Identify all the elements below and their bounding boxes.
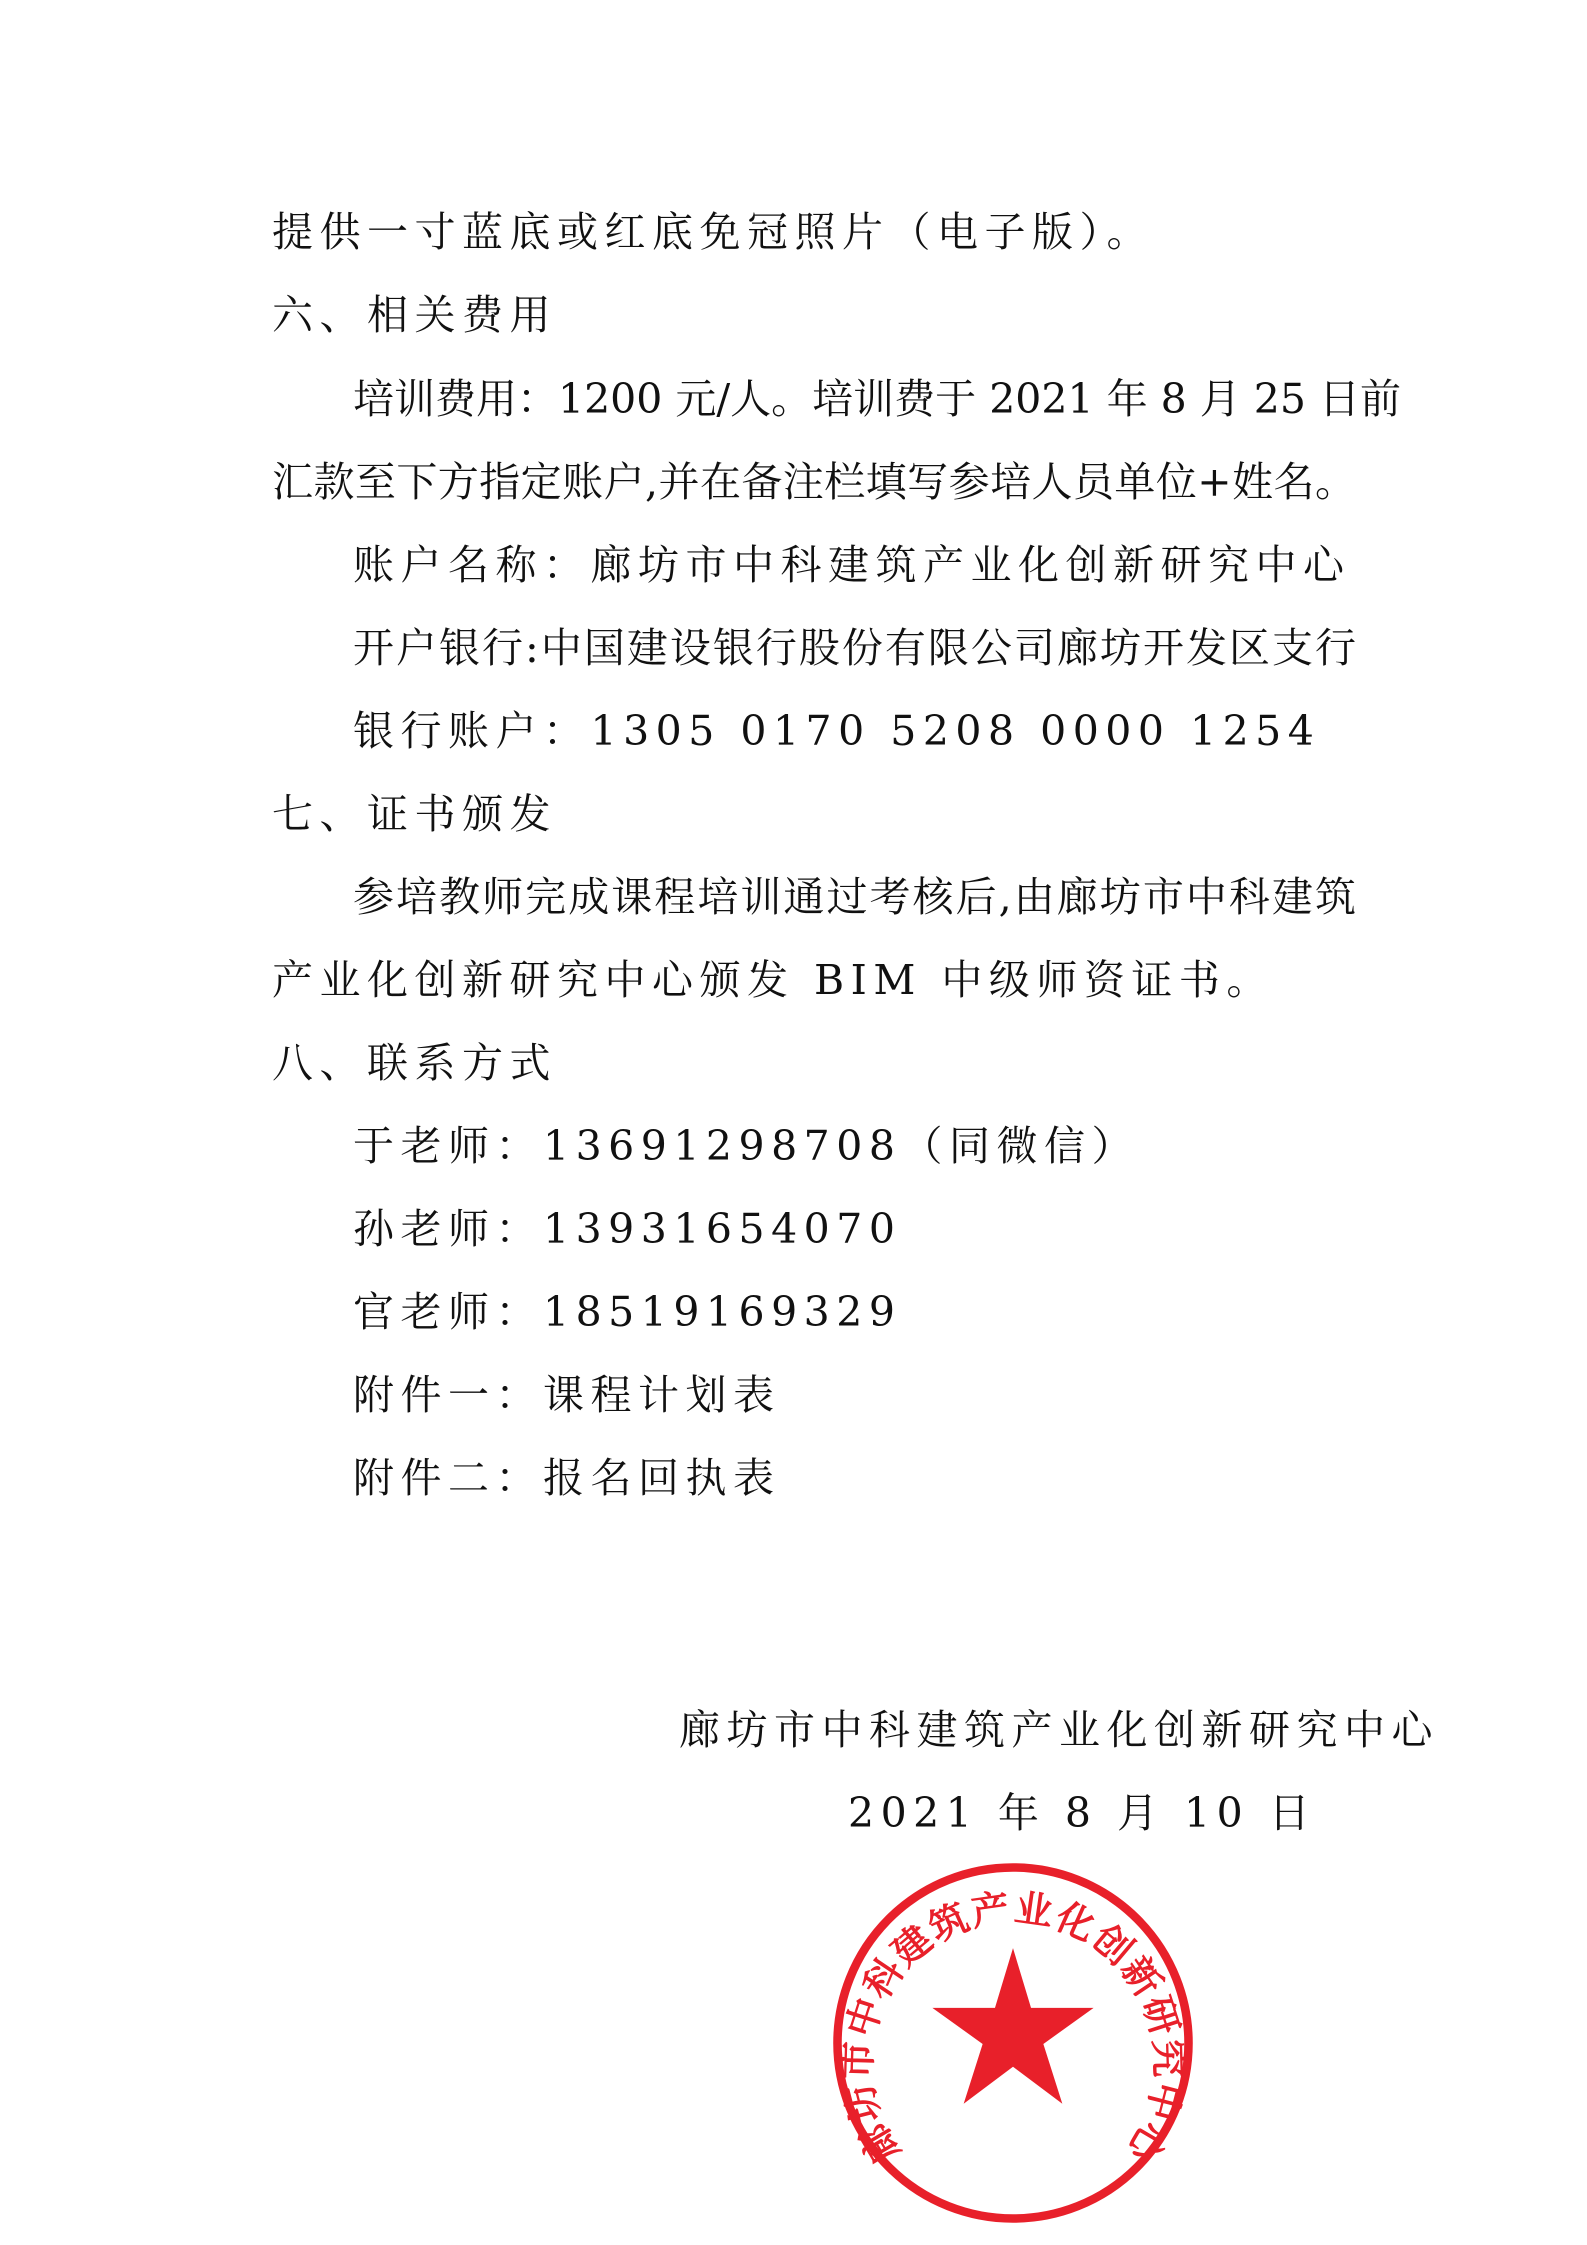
bank-account-number: 银行账户：1305 0170 5208 0000 1254 xyxy=(353,707,1321,755)
section-heading-fees: 六、相关费用 xyxy=(272,291,557,339)
attachment-2: 附件二：报名回执表 xyxy=(353,1454,781,1502)
contact-guan: 官老师：18519169329 xyxy=(353,1288,902,1336)
star-icon xyxy=(932,1948,1093,2104)
paragraph-line: 参培教师完成课程培训通过考核后,由廊坊市中科建筑 xyxy=(353,873,1356,921)
paragraph-line: 提供一寸蓝底或红底免冠照片（电子版）。 xyxy=(272,208,1154,256)
signature-date: 2021 年 8 月 10 日 xyxy=(848,1789,1317,1837)
paragraph-line: 培训费用：1200 元/人。培训费于 2021 年 8 月 25 日前 xyxy=(353,375,1401,423)
bank-name: 开户银行:中国建设银行股份有限公司廊坊开发区支行 xyxy=(353,624,1356,672)
seal-text: 廊坊市中科建筑产业化创新研究中心 xyxy=(835,1885,1191,2171)
contact-sun: 孙老师：13931654070 xyxy=(353,1205,902,1253)
contact-yu: 于老师：13691298708（同微信） xyxy=(353,1122,1139,1170)
paragraph-line: 产业化创新研究中心颁发 BIM 中级师资证书。 xyxy=(272,956,1274,1004)
official-seal-stamp xyxy=(828,1858,1198,2228)
section-heading-contact: 八、联系方式 xyxy=(272,1039,557,1087)
section-heading-certificate: 七、证书颁发 xyxy=(272,790,557,838)
signature-organization: 廊坊市中科建筑产业化创新研究中心 xyxy=(679,1706,1439,1754)
paragraph-line: 汇款至下方指定账户,并在备注栏填写参培人员单位+姓名。 xyxy=(272,458,1356,506)
account-name: 账户名称：廊坊市中科建筑产业化创新研究中心 xyxy=(353,541,1351,589)
attachment-1: 附件一：课程计划表 xyxy=(353,1371,781,1419)
